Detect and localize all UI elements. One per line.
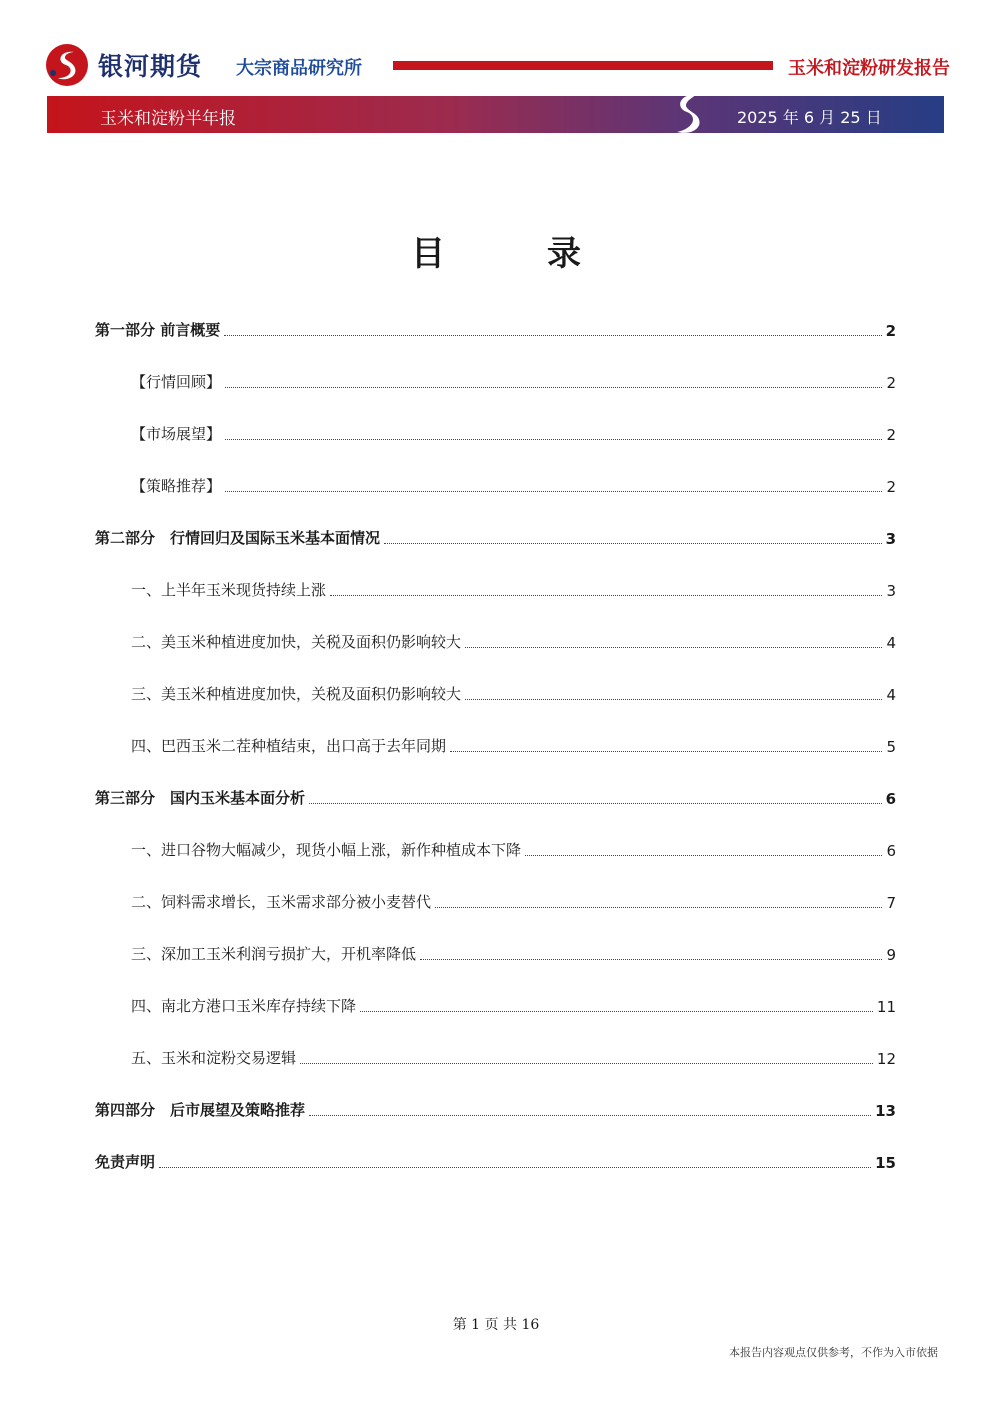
toc-entry-label: 【行情回顾】 [131, 373, 222, 391]
toc-entry-page: 2 [885, 322, 896, 340]
toc-entry-label: 四、南北方港口玉米库存持续下降 [131, 997, 357, 1015]
toc-entry[interactable] [95, 1098, 896, 1120]
toc-entry-page: 5 [886, 738, 896, 756]
toc-leader-dots [420, 958, 882, 960]
toc-leader-dots [309, 802, 882, 804]
toc-entry-page: 15 [875, 1154, 896, 1172]
toc-entry-label: 【策略推荐】 [131, 477, 222, 495]
galaxy-logo-icon [44, 42, 90, 88]
toc-entry[interactable] [131, 890, 896, 912]
toc-entry[interactable] [95, 526, 896, 548]
toc-entry-label: 第一部分 前言概要 [95, 321, 221, 339]
toc-entry-label: 第二部分 行情回归及国际玉米基本面情况 [95, 529, 381, 547]
toc-entry[interactable] [95, 1150, 896, 1172]
toc-entry-page: 3 [885, 530, 896, 548]
toc-entry-label: 【市场展望】 [131, 425, 222, 443]
toc-entry-label: 三、深加工玉米利润亏损扩大，开机率降低 [131, 945, 417, 963]
toc-leader-dots [450, 750, 882, 752]
toc-entry[interactable] [131, 994, 896, 1016]
toc-entry-label: 二、饲料需求增长，玉米需求部分被小麦替代 [131, 893, 432, 911]
toc-entry[interactable] [131, 1046, 896, 1068]
toc-entry-label: 免责声明 [95, 1153, 156, 1171]
report-header [0, 0, 992, 92]
toc-entry[interactable] [95, 786, 896, 808]
toc-entry[interactable] [131, 578, 896, 600]
toc-entry[interactable] [131, 630, 896, 652]
toc-entry-page: 4 [886, 634, 896, 652]
toc-entry-page: 6 [885, 790, 896, 808]
toc-entry-page: 3 [886, 582, 896, 600]
toc-leader-dots [224, 334, 881, 336]
header-divider [393, 61, 773, 70]
toc-leader-dots [360, 1010, 873, 1012]
toc-entry-page: 2 [886, 374, 896, 392]
toc-entry-page: 2 [886, 478, 896, 496]
toc-entry-page: 7 [886, 894, 896, 912]
toc-entry[interactable] [131, 422, 896, 444]
toc-leader-dots [159, 1166, 871, 1168]
toc-entry[interactable] [131, 734, 896, 756]
toc-entry-label: 第四部分 后市展望及策略推荐 [95, 1101, 306, 1119]
toc-leader-dots [435, 906, 882, 908]
toc-leader-dots [225, 490, 882, 492]
toc-entry-page: 11 [876, 998, 896, 1016]
toc-leader-dots [384, 542, 882, 544]
report-type: 玉米和淀粉研发报告 [788, 58, 950, 79]
toc-entry-page: 12 [876, 1050, 896, 1068]
toc-entry-page: 2 [886, 426, 896, 444]
toc-leader-dots [300, 1062, 873, 1064]
toc-entry-page: 4 [886, 686, 896, 704]
swoosh-icon [667, 90, 707, 138]
title-band [47, 96, 944, 133]
toc-leader-dots [330, 594, 882, 596]
toc-entry[interactable] [95, 318, 896, 340]
toc-entry[interactable] [131, 942, 896, 964]
brand-name: 银河期货 [98, 52, 203, 81]
toc-entry[interactable] [131, 370, 896, 392]
toc-leader-dots [465, 646, 882, 648]
report-date: 2025 年 6 月 25 日 [737, 108, 882, 127]
toc-entry-label: 三、美玉米种植进度加快，关税及面积仍影响较大 [131, 685, 462, 703]
page-number: 第 1 页 共 16 [452, 1317, 540, 1333]
toc-leader-dots [309, 1114, 871, 1116]
toc-title: 目 录 [411, 234, 615, 274]
toc-leader-dots [225, 386, 882, 388]
footer-disclaimer: 本报告内容观点仅供参考，不作为入市依据 [729, 1346, 938, 1359]
institute-name: 大宗商品研究所 [236, 58, 362, 79]
toc-entry-label: 四、巴西玉米二茬种植结束，出口高于去年同期 [131, 737, 447, 755]
toc-entry-page: 13 [875, 1102, 896, 1120]
toc-entry[interactable] [131, 474, 896, 496]
toc-entry-label: 二、美玉米种植进度加快，关税及面积仍影响较大 [131, 633, 462, 651]
toc-entry[interactable] [131, 838, 896, 860]
toc-entry-label: 一、上半年玉米现货持续上涨 [131, 581, 327, 599]
toc-entry-label: 五、玉米和淀粉交易逻辑 [131, 1049, 297, 1067]
toc-leader-dots [225, 438, 882, 440]
toc-entry-page: 6 [886, 842, 896, 860]
toc-entry-label: 一、进口谷物大幅减少，现货小幅上涨，新作种植成本下降 [131, 841, 522, 859]
toc-leader-dots [465, 698, 882, 700]
toc-entry-label: 第三部分 国内玉米基本面分析 [95, 789, 306, 807]
report-subtitle: 玉米和淀粉半年报 [100, 109, 236, 129]
toc-leader-dots [525, 854, 882, 856]
toc-entry-page: 9 [886, 946, 896, 964]
toc-entry[interactable] [131, 682, 896, 704]
